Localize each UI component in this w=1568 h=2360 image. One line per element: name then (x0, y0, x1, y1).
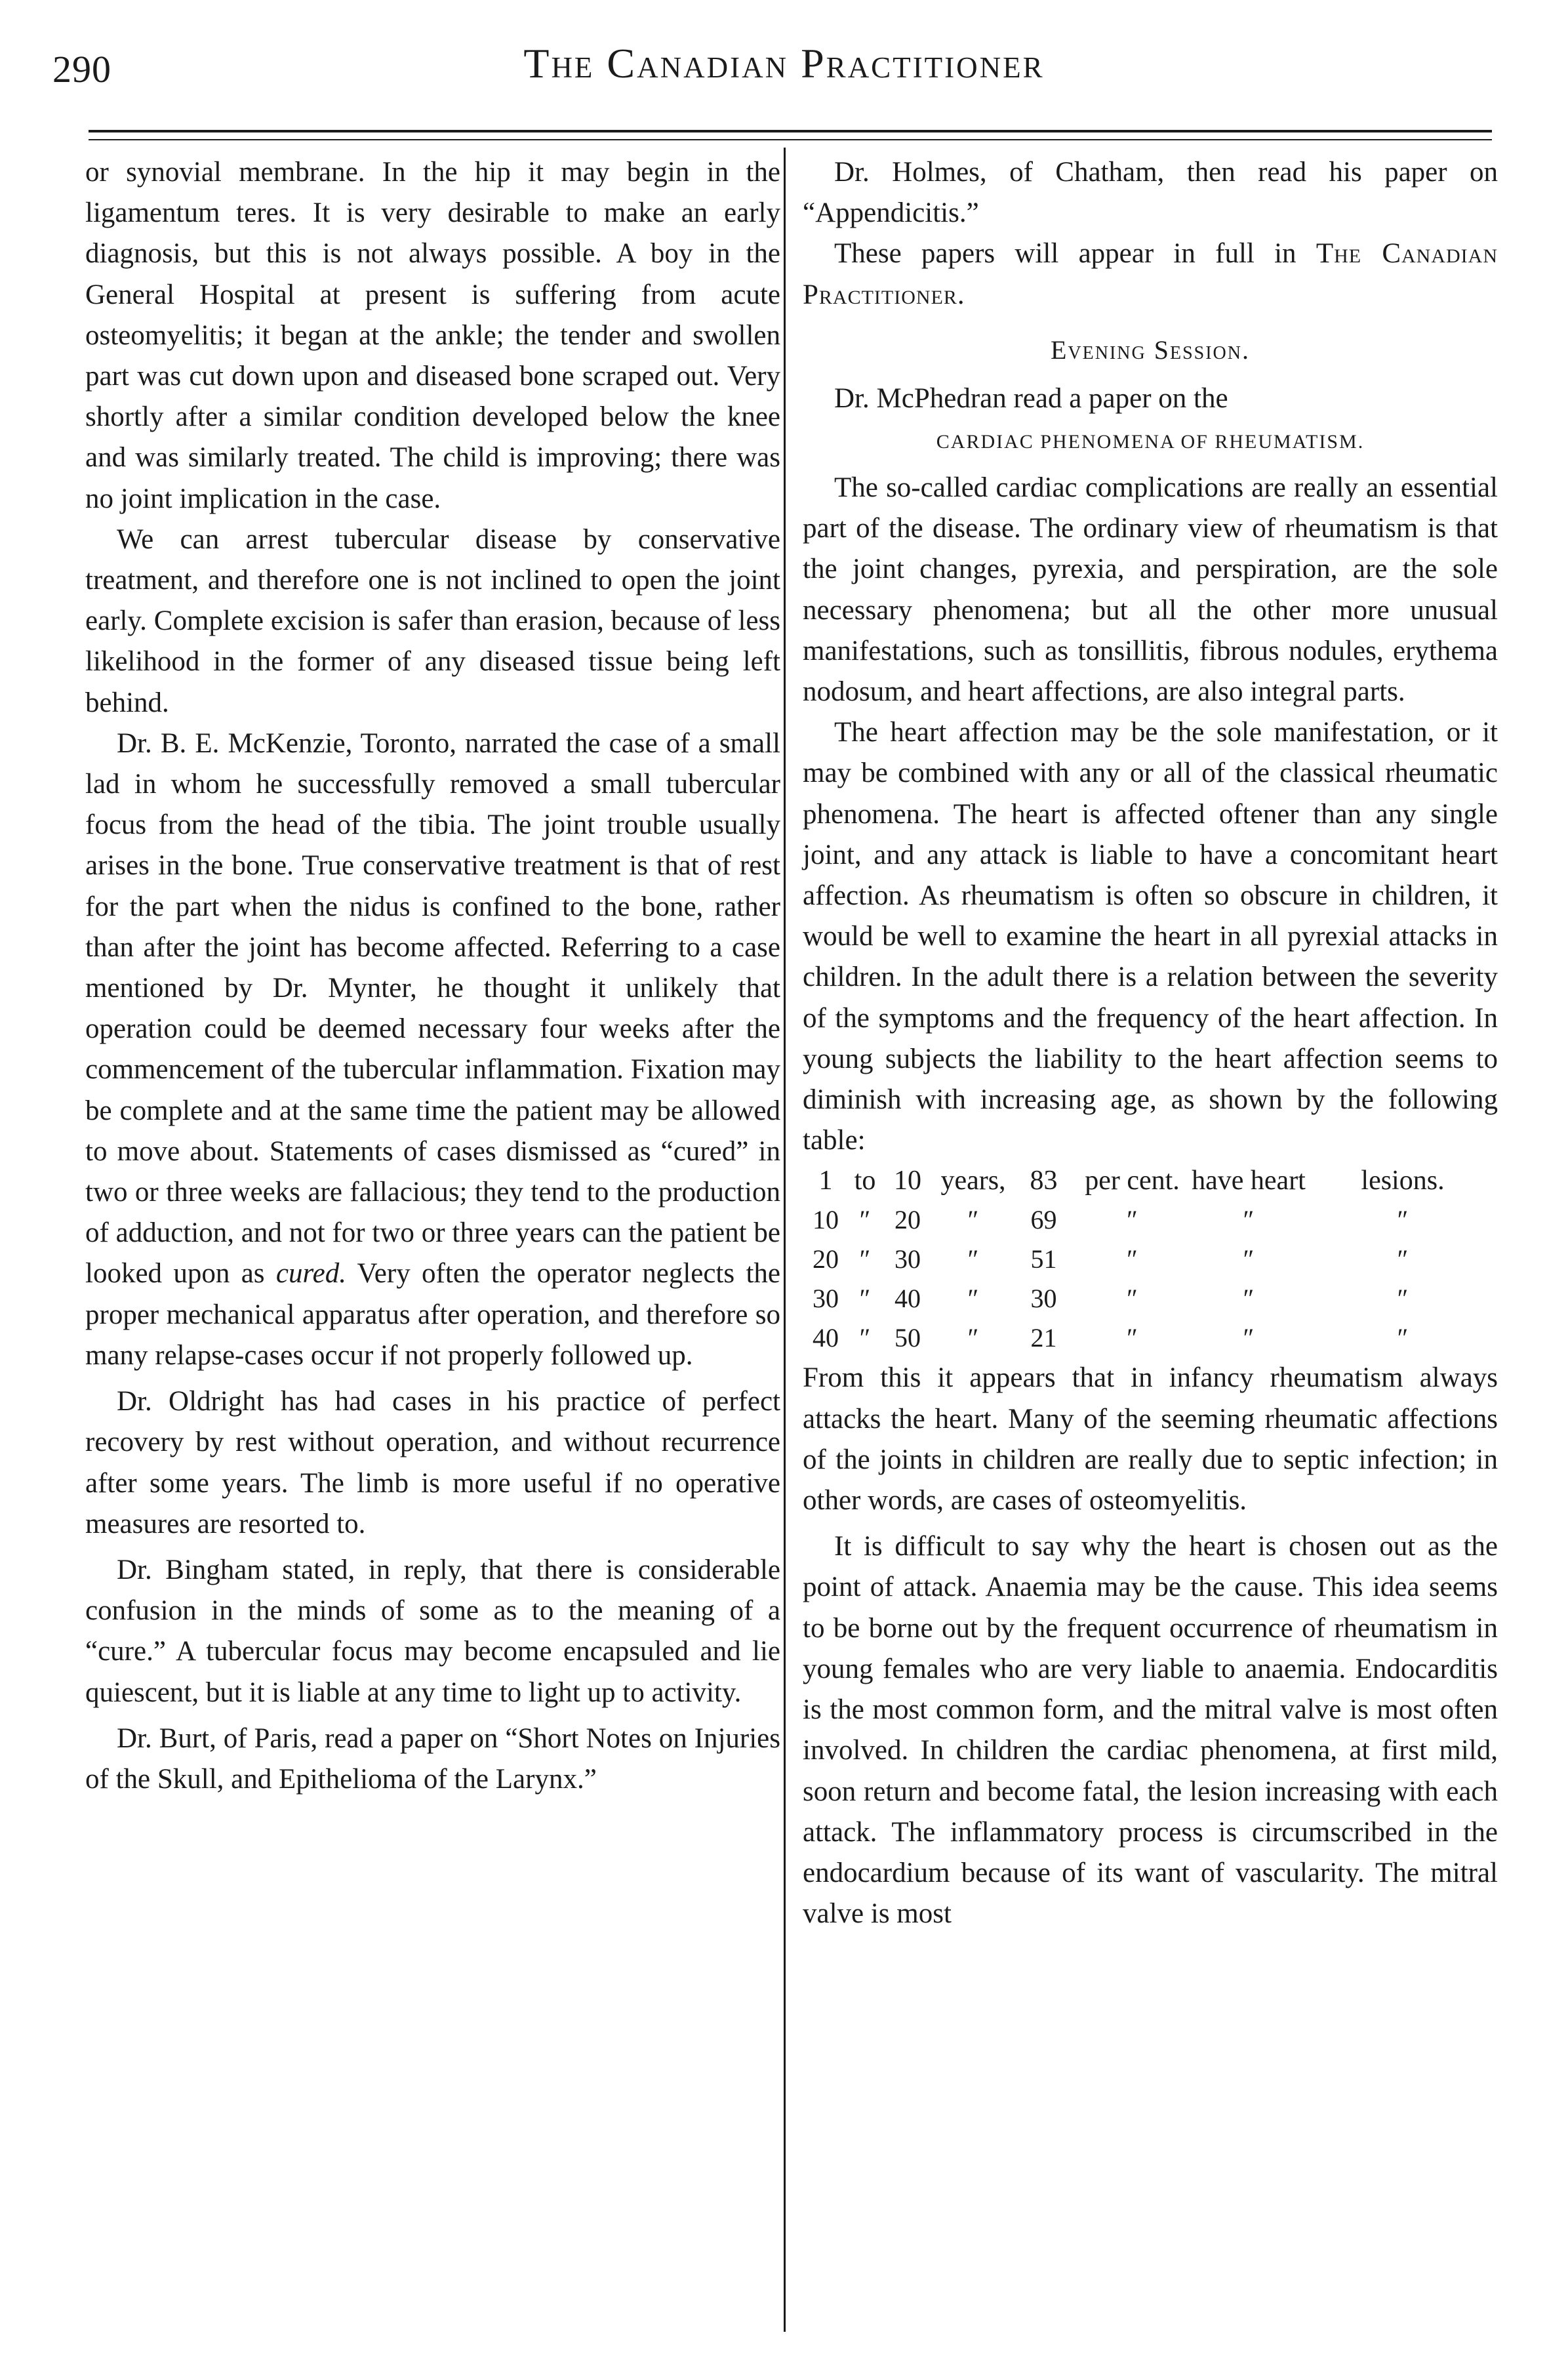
table-cell-years: ″ (967, 1284, 979, 1314)
table-cell-heart: ″ (1243, 1284, 1255, 1314)
table-cell-value: 51 (1030, 1244, 1057, 1274)
paragraph-papers-note (803, 234, 1498, 315)
table-cell-to: 30 (895, 1244, 921, 1274)
table-cell-from: 30 (813, 1284, 839, 1314)
table-cell-to-word: ″ (859, 1323, 871, 1353)
table-cell-years: years, (940, 1166, 1006, 1196)
table-cell-percent: per cent. (1085, 1166, 1180, 1196)
running-head (0, 0, 1568, 125)
mckenzie-text-end: Very often the operator neglects the proper mechanical apparatus after operation, and therefore so many relapse-cases occur if not properly followed up. (85, 1258, 780, 1371)
table-cell-value: 69 (1030, 1205, 1057, 1235)
table-cell-heart: ″ (1243, 1244, 1255, 1274)
paragraph-cardiac-complications: The so-called cardiac complications are really an essential part of the disease. The ordinary view of rheumatism is that the joint changes, pyrexia, and perspiration, are the sole necessary phenomena; but all the other more unusual manifestations, such as tonsillitis, fibrous nodules, erythema nodosum, and heart affections, are also integral parts. (803, 472, 1498, 708)
paragraph-synovial: or synovial membrane. In the hip it may begin in the ligamentum teres. It is very desirable to make an early diagnosis, but this is not always possible. A boy in the General Hospital at present is suffering from acute osteomyelitis; it began at the ankle; the tender and swollen part was cut down upon and diseased bone scraped out. Very shortly after a similar condition developed below the knee and was similarly treated. The child is improving; there was no joint implication in the case. (85, 157, 780, 514)
cured-emphasis: cured. (275, 1258, 346, 1290)
table-cell-value: 21 (1030, 1323, 1057, 1353)
table-cell-years: ″ (967, 1205, 979, 1235)
table-cell-to-word: ″ (859, 1284, 871, 1314)
table-cell-from: 1 (818, 1166, 833, 1196)
paragraph-infancy: From this it appears that in infancy rheumatism always attacks the heart. Many of the seeming rheumatic affections of the joints in children are really due to septic infection; in other words, are cases of osteomyelitis. (803, 1362, 1498, 1516)
table-cell-lesions: ″ (1397, 1205, 1409, 1235)
table-row (803, 1161, 1498, 1200)
table-cell-percent: ″ (1127, 1323, 1138, 1353)
table-cell-heart: have heart (1192, 1166, 1306, 1196)
table-cell-lesions: ″ (1397, 1284, 1409, 1314)
table-cell-to-word: to (854, 1166, 876, 1196)
paragraph-mcphedran: Dr. McPhedran read a paper on the (834, 382, 1228, 414)
mckenzie-text: Dr. B. E. McKenzie, Toronto, narrated the case of a small lad in whom he successfully removed a small tubercular focus from the head of the tibia. The joint trouble usually arises in the bone. True conservative treatment is that of rest for the part when the nidus is confined to the bone, rather than after the joint has become affected. Referring to a case mentioned by Dr. Mynter, he thought it unlikely that operation could be deemed necessary four weeks after the commencement of the tubercular inflammation. Fixation may be complete and at the same time the patient may be allowed to move about. Statements of cases dismissed as “cured” in two or three weeks are fallacious; they tend to the production of adduction, and not for two or three years can the patient be looked upon as (85, 727, 780, 1290)
table-cell-value: 83 (1030, 1166, 1058, 1196)
table-cell-percent: ″ (1127, 1284, 1138, 1314)
left-column (85, 152, 780, 1800)
header-rule-thin (89, 139, 1492, 140)
table-row (803, 1200, 1498, 1240)
table-cell-heart: ″ (1243, 1205, 1255, 1235)
table-cell-to-word: ″ (859, 1205, 871, 1235)
paragraph-holmes: Dr. Holmes, of Chatham, then read his paper on “Appendicitis.” (803, 157, 1498, 229)
table-row (803, 1318, 1498, 1358)
table-cell-years: ″ (967, 1244, 979, 1274)
table-cell-to: 50 (895, 1323, 921, 1353)
journal-reference: The Canadian Practitioner. (803, 238, 1498, 310)
table-cell-to-word: ″ (859, 1244, 871, 1274)
paragraph-conservative-treatment: We can arrest tubercular disease by conservative treatment, and therefore one is not inclined to open the joint early. Complete excision is safer than erasion, because of less likelihood in the former of any diseased tissue being left behind. (85, 523, 780, 718)
table-cell-to: 20 (895, 1205, 921, 1235)
right-column (803, 152, 1498, 1934)
column-divider (784, 148, 786, 2332)
table-cell-percent: ″ (1127, 1244, 1138, 1274)
table-cell-from: 20 (813, 1244, 839, 1274)
table-cell-to: 40 (895, 1284, 921, 1314)
paragraph-anaemia: It is difficult to say why the heart is chosen out as the point of attack. Anaemia may be the cause. This idea seems to be borne out by the frequent occurrence of rheumatism in young females who are very liable to anaemia. Endocarditis is the most common form, and the mitral valve is most often involved. In children the cardiac phenomena, at first mild, soon return and become fatal, the lesion increasing with each attack. The inflammatory process is circumscribed in the endocardium because of its want of vascularity. The mitral valve is most (803, 1531, 1498, 1930)
age-heart-lesion-table (803, 1161, 1498, 1358)
paragraph-mckenzie (85, 723, 780, 1376)
cardiac-phenomena-subheading: CARDIAC PHENOMENA OF RHEUMATISM. (936, 431, 1365, 453)
paragraph-bingham: Dr. Bingham stated, in reply, that there is considerable confusion in the minds of some as to the meaning of a “cure.” A tubercular focus may become encapsuled and lie quiescent, but it is liable at any time to light up to activity. (85, 1554, 780, 1708)
table-cell-years: ″ (967, 1323, 979, 1353)
evening-session-heading: Evening Session. (1050, 335, 1250, 365)
table-cell-heart: ″ (1243, 1323, 1255, 1353)
table-cell-to: 10 (894, 1166, 921, 1196)
table-cell-from: 40 (813, 1323, 839, 1353)
header-rule-thick (89, 130, 1492, 132)
age-table-body (803, 1161, 1498, 1358)
paragraph-heart-affection: The heart affection may be the sole manifestation, or it may be combined with any or all of the classical rheumatic phenomena. The heart is affected oftener than any single joint, and any attack is liable to have a concomitant heart affection. As rheumatism is often so obscure in children, it would be well to examine the heart in all pyrexial attacks in children. In the adult there is a relation between the severity of the symptoms and the frequency of the heart affection. In young subjects the liability to the heart affection seems to diminish with increasing age, as shown by the following table: (803, 717, 1498, 1156)
table-cell-lesions: ″ (1397, 1323, 1409, 1353)
table-cell-lesions: lesions. (1361, 1166, 1445, 1196)
page-number: 290 (52, 48, 111, 91)
table-row (803, 1279, 1498, 1318)
papers-note-text: These papers will appear in full in (834, 238, 1316, 270)
table-cell-percent: ″ (1127, 1205, 1138, 1235)
journal-title: The Canadian Practitioner (523, 40, 1045, 87)
paragraph-oldright: Dr. Oldright has had cases in his practice of perfect recovery by rest without operation, and without recurrence after some years. The limb is more useful if no operative measures are resorted to. (85, 1386, 780, 1539)
table-cell-value: 30 (1030, 1284, 1057, 1314)
table-cell-from: 10 (813, 1205, 839, 1235)
table-row (803, 1240, 1498, 1279)
table-cell-lesions: ″ (1397, 1244, 1409, 1274)
paragraph-burt: Dr. Burt, of Paris, read a paper on “Short Notes on Injuries of the Skull, and Epithelioma of the Larynx.” (85, 1722, 780, 1795)
